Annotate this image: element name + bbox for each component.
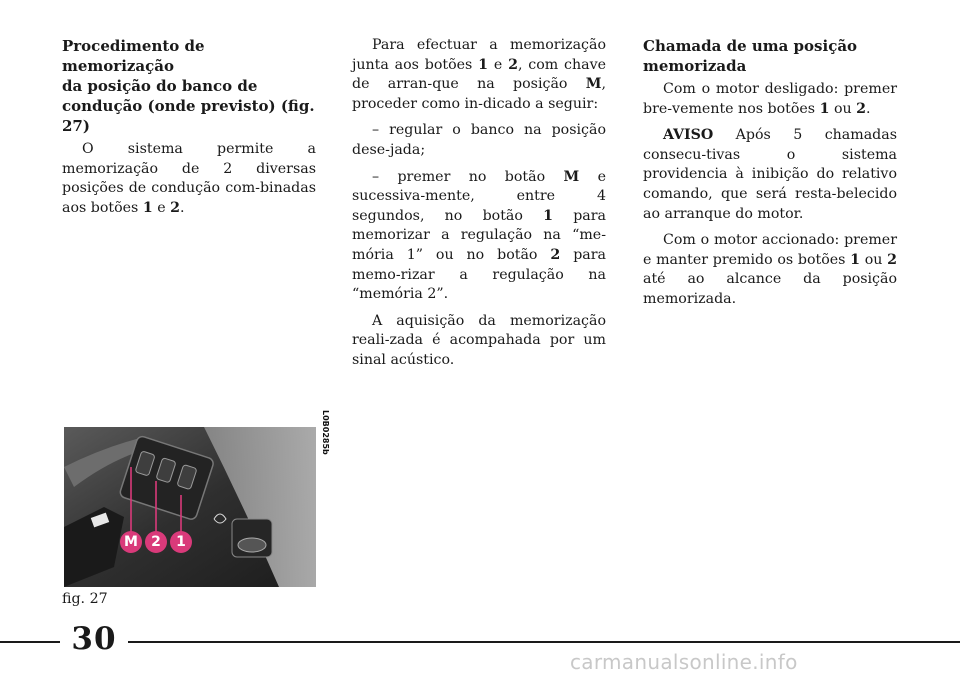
right-column bbox=[643, 36, 897, 317]
paragraph-memorization-procedure: Para efectuar a memorização junta aos botões 1 e 2, com chave de arran-que na posição M, proceder como in-dicado a seguir: bbox=[352, 37, 606, 112]
section-heading-recall: Chamada de uma posição memorizada bbox=[643, 37, 858, 75]
page-number: 30 bbox=[71, 621, 117, 657]
footer-rule-right bbox=[128, 641, 960, 643]
paragraph-step-press: – premer no botão M e sucessiva-mente, entre 4 segundos, no botão 1 para memorizar a regulação na “me-mória 1” ou no botão 2 para memo-rizar a regulação na “memória 2”. bbox=[352, 168, 607, 303]
paragraph-warning: AVISO Após 5 chamadas consecu-tivas o sistema providencia à inibição do relativo comando, que será resta-belecido ao arranque do motor. bbox=[643, 127, 897, 222]
figure-code: L0B0285b bbox=[321, 410, 330, 455]
section-heading-memorization: Procedimento de memorização da posição do banco de condução (onde previsto) (fig. 27) bbox=[62, 37, 315, 135]
callout-1: 1 bbox=[170, 531, 192, 553]
seat-memory-buttons-photo bbox=[64, 427, 316, 587]
footer-rule-left bbox=[0, 641, 60, 643]
watermark: carmanualsonline.info bbox=[570, 650, 798, 674]
paragraph-acoustic-signal: A aquisição da memorização reali-zada é acompahada por um sinal acústico. bbox=[352, 312, 606, 368]
figure-caption: fig. 27 bbox=[62, 591, 108, 607]
door-panel-illustration bbox=[64, 427, 316, 587]
paragraph-step-adjust: – regular o banco na posição dese-jada; bbox=[352, 122, 606, 158]
callout-2: 2 bbox=[145, 531, 167, 553]
callout-m: M bbox=[120, 531, 142, 553]
middle-column bbox=[352, 36, 606, 378]
paragraph-engine-on: Com o motor accionado: premer e manter premido os botões 1 ou 2 até ao alcance da posição memorizada. bbox=[643, 232, 897, 307]
paragraph-engine-off: Com o motor desligado: premer bre-vemente nos botões 1 ou 2. bbox=[643, 81, 897, 117]
paragraph-system-intro: O sistema permite a memorização de 2 diversas posições de condução com-binadas aos botões 1 e 2. bbox=[62, 141, 316, 216]
left-column bbox=[62, 36, 316, 225]
